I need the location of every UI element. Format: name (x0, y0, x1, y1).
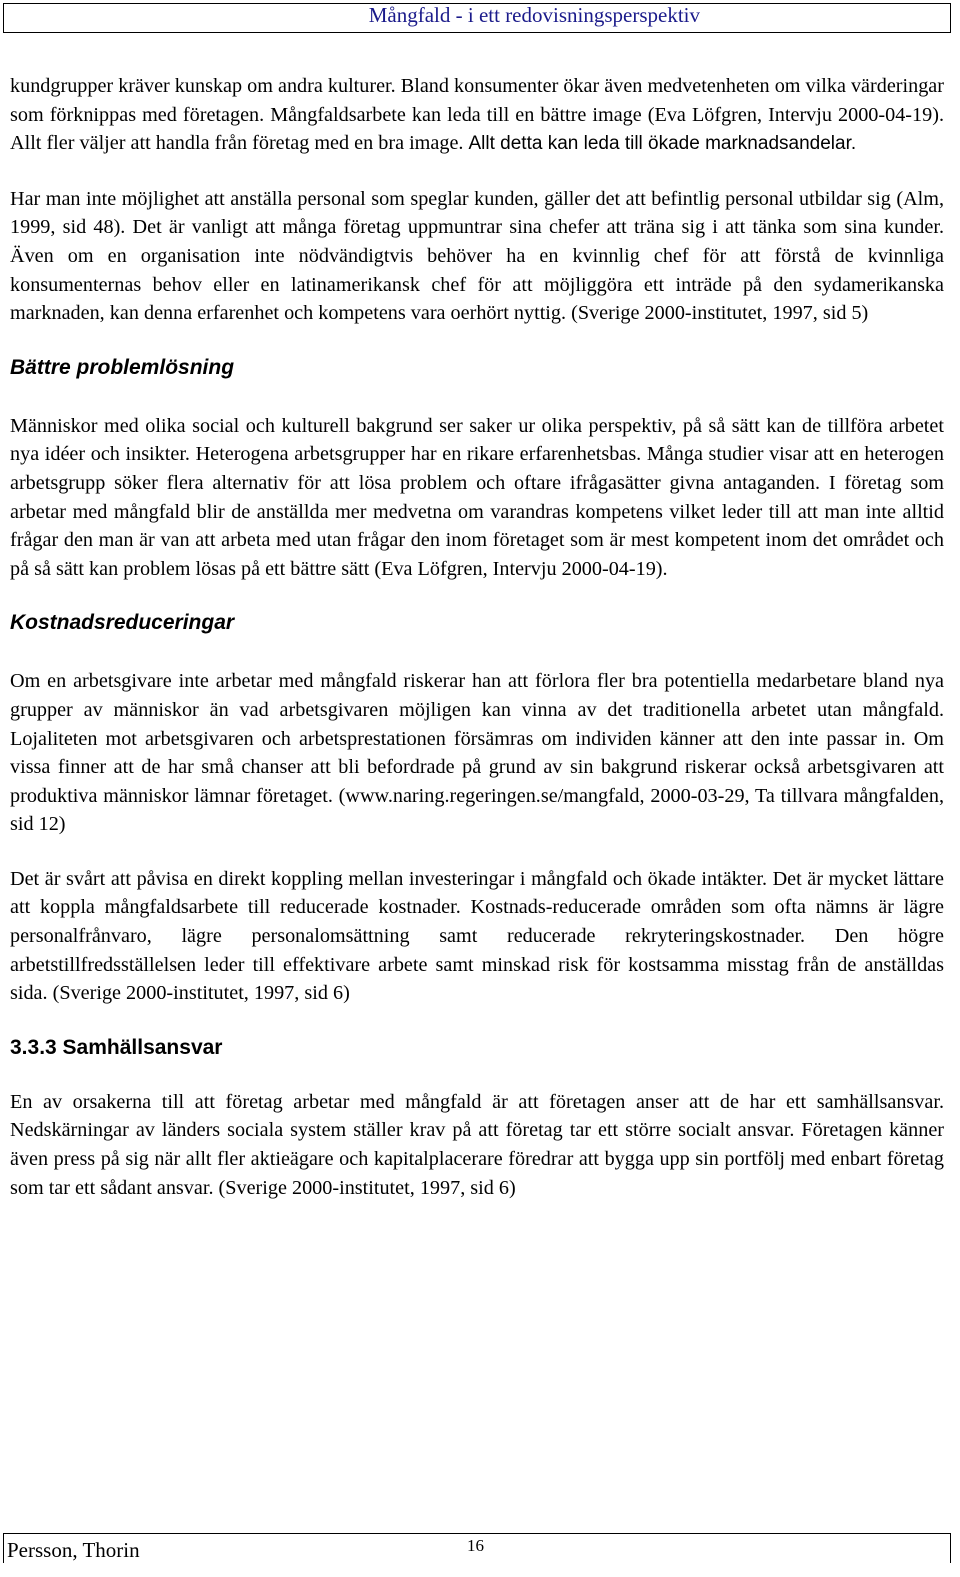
paragraph-1-tail: Allt detta kan leda till ökade marknadsandelar. (468, 133, 857, 155)
paragraph-5: Det är svårt att påvisa en direkt koppling mellan investeringar i mångfald och ökade intäkter. Det är mycket lättare att koppla mångfaldsarbete till reducerade kostnader. Kostnads-reducerade områden som ofta nämns är lägre personalfrånvaro, lägre personalomsättning samt reducerade rekryteringskostnader. Den högre arbetstillfredsställelsen leder till effektivare arbete samt minskad risk för kostsamma misstag från de anställdas sida. (Sverige 2000-institutet, 1997, sid 6) (10, 867, 944, 1005)
paragraph-2: Har man inte möjlighet att anställa personal som speglar kunden, gäller det att befintlig personal utbildar sig (Alm, 1999, sid 48). Det är vanligt att många företag uppmuntrar sina chefer att träna sig i att tänka som sina kunder. Även om en organisation inte nödvändigtvis behöver ha en kvinnlig chef för att förstå de kvinnliga konsumenternas behov eller en latinamerikansk chef för att möjliggöra ett inträde på den sydamerikanska marknaden, kan denna erfarenhet och kompetens vara oerhört nyttig. (Sverige 2000-institutet, 1997, sid 5) (10, 187, 944, 325)
heading-kostnadsreduceringar: Kostnadsreduceringar (10, 611, 235, 635)
paragraph-4: Om en arbetsgivare inte arbetar med mångfald riskerar han att förlora fler bra potentiella medarbetare bland nya grupper av människor än vad arbetsgivaren möjligen kan vinna av det traditionella arbetet utan mångfald. Lojaliteten mot arbetsgivaren och arbetsprestationen försämras om individen känner att den inte passar in. Om vissa finner att de har små chanser att bli befordrade på grund av sin bakgrund riskerar också arbetsgivaren att produktiva människor lämnar företaget. (www.naring.regeringen.se/mangfald, 2000-03-29, Ta tillvara mångfalden, sid 12) (10, 670, 944, 836)
heading-samhallsansvar: 3.3.3 Samhällsansvar (10, 1035, 223, 1059)
footer-author: Persson, Thorin (7, 1538, 140, 1562)
page-body (10, 72, 944, 1228)
page-number: 16 (467, 1536, 484, 1555)
paragraph-1-text: kundgrupper kräver kunskap om andra kulturer. Bland konsumenter ökar även medvetenheten om vilka värderingar som förknippas med företagen. Mångfaldsarbete kan leda till en bättre image (Eva Löfgren, Intervju 2000-04-19). Allt fler väljer att handla från företag med en bra image. (10, 75, 944, 155)
paragraph-6: En av orsakerna till att företag arbetar med mångfald är att företagen anser att de har ett samhällsansvar. Nedskärningar av länders sociala system ställer krav på att företag tar ett större socialt ansvar. Företagen känner även press på sig när allt fler aktieägare och kapitalplacerare föredrar att bygga upp sin portfölj med enbart företag som tar ett sådant ansvar. (Sverige 2000-institutet, 1997, sid 6) (10, 1090, 944, 1199)
paragraph-1 (10, 72, 944, 159)
heading-battre-problemlosning: Bättre problemlösning (10, 355, 235, 379)
running-header-title: Mångfald - i ett redovisningsperspektiv (368, 3, 700, 27)
paragraph-3: Människor med olika social och kulturell bakgrund ser saker ur olika perspektiv, på så sätt kan de tillföra arbetet nya idéer och insikter. Heterogena arbetsgrupper har en rikare erfarenhetsbas. Många studier visar att en heterogen arbetsgrupp söker flera alternativ för att lösa problem och oftare ifrågasätter givna antaganden. I företag som arbetar med mångfald blir de anställda mer medvetna om varandras kompetens vilket leder till att man inte alltid frågar den man är van att arbeta med utan frågar den inom företaget som är mest kompetent inom det området och på så sätt kan problem lösas på ett bättre sätt (Eva Löfgren, Intervju 2000-04-19). (10, 414, 944, 580)
